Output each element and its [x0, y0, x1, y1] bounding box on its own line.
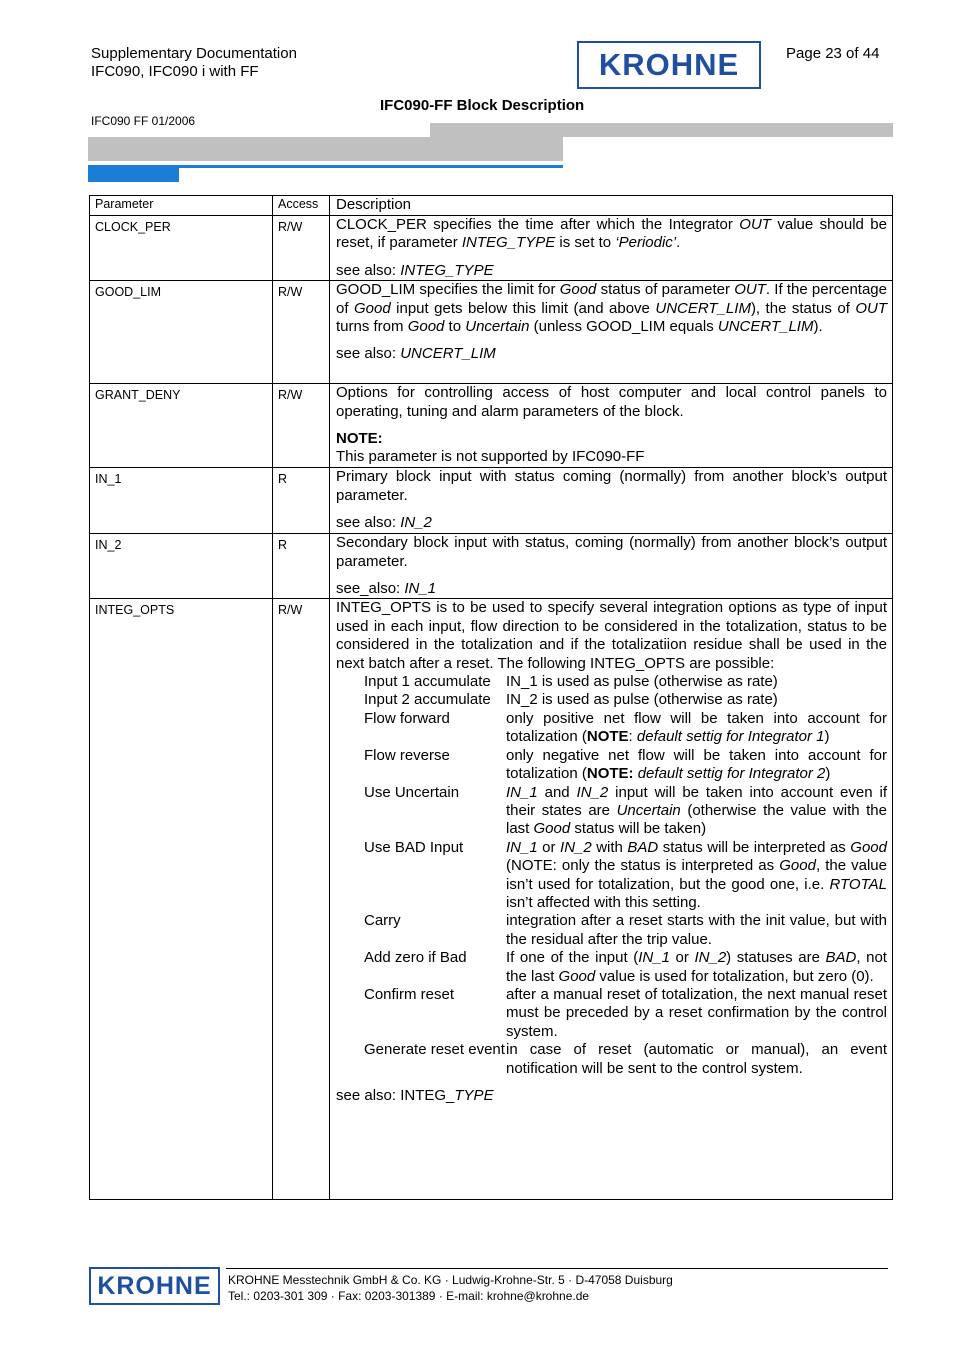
table-header-row	[90, 196, 893, 216]
param-name: INTEG_OPTS	[90, 599, 273, 1200]
param-access: R	[273, 468, 330, 534]
doc-reference: IFC090 FF 01/2006	[91, 114, 196, 128]
param-access: R/W	[273, 384, 330, 468]
table-row	[90, 468, 893, 534]
header-description: Description	[330, 196, 893, 216]
header-access: Access	[273, 196, 330, 216]
param-description: CLOCK_PER specifies the time after which the Integrator OUT value should be reset, if parameter INTEG_TYPE is set to ‘Periodic’. see also: INTEG_TYPE	[330, 216, 893, 281]
footer-divider	[226, 1268, 888, 1269]
header-bar-gray-left	[88, 137, 563, 161]
param-access: R/W	[273, 281, 330, 384]
header-bar-blue-block	[88, 168, 179, 182]
param-access: R/W	[273, 216, 330, 281]
option-item: Input 2 accumulate IN_2 is used as pulse (otherwise as rate)	[364, 691, 778, 709]
table-row	[90, 534, 893, 599]
see-also-link: IN_1	[404, 580, 437, 598]
option-item: Use BAD Input IN_1 or IN_2 with BAD status will be interpreted as Good (NOTE: only the status is interpreted as Good, the value isn’t used for totalization, but the good one, i.e. RTOTAL isn’t affected with this setting.	[364, 838, 887, 911]
param-access: R/W	[273, 599, 330, 1200]
footer-line-2: Tel.: 0203-301 309 · Fax: 0203-301389 · E-mail: krohne@krohne.de	[228, 1289, 590, 1303]
param-name: CLOCK_PER	[90, 216, 273, 281]
option-item: Confirm reset after a manual reset of totalization, the next manual reset must be preceded by a reset confirmation by the control system.	[364, 985, 887, 1040]
krohne-logo: KROHNE	[577, 41, 761, 89]
param-name: IN_2	[90, 534, 273, 599]
table-row	[90, 599, 893, 1200]
option-item: Add zero if Bad If one of the input (IN_1 or IN_2) statuses are BAD, not the last Good value is used for totalization, but zero (0).	[364, 949, 887, 985]
see-also-link: UNCERT_LIM	[400, 345, 496, 363]
param-name: IN_1	[90, 468, 273, 534]
table-row	[90, 384, 893, 468]
table-row	[90, 216, 893, 281]
page-number: Page 23 of 44	[786, 45, 880, 62]
see-also-link: TYPE	[454, 1087, 494, 1104]
option-item: Flow forward only positive net flow will be taken into account for totalization (NOTE: default settig for Integrator 1)	[364, 709, 887, 746]
param-name: GRANT_DENY	[90, 384, 273, 468]
document-title-block	[91, 45, 297, 81]
see-also-link: IN_2	[400, 514, 432, 532]
param-description: Primary block input with status coming (normally) from another block’s output parameter. see also: IN_2	[330, 468, 893, 534]
header-parameter: Parameter	[90, 196, 273, 216]
param-description: Secondary block input with status, coming (normally) from another block’s output parameter. see_also: IN_1	[330, 534, 893, 599]
see-also-link: INTEG_TYPE	[400, 261, 494, 279]
param-access: R	[273, 534, 330, 599]
page-title: IFC090-FF Block Description	[380, 97, 585, 114]
table-row	[90, 281, 893, 384]
param-name: GOOD_LIM	[90, 281, 273, 384]
option-item: Generate reset event in case of reset (automatic or manual), an event notification will be sent to the control system.	[364, 1041, 887, 1077]
option-item: Carry integration after a reset starts with the init value, but with the residual after the trip value.	[364, 912, 887, 948]
option-item: Use Uncertain IN_1 and IN_2 input will be taken into account even if their states are Uncertain (otherwise the value with the last Good status will be taken)	[364, 783, 887, 838]
option-item: Input 1 accumulate IN_1 is used as pulse (otherwise as rate)	[364, 673, 778, 691]
doc-line-2: IFC090, IFC090 i with FF	[91, 63, 259, 80]
option-item: Flow reverse only negative net flow will be taken into account for totalization (NOTE: default settig for Integrator 2)	[364, 746, 887, 783]
param-description: GOOD_LIM specifies the limit for Good status of parameter OUT. If the percentage of Good input gets below this limit (and above UNCERT_LIM), the status of OUT turns from Good to Uncertain (unless GOOD_LIM equals UNCERT_LIM). see also: UNCERT_LIM	[330, 281, 893, 384]
doc-line-1: Supplementary Documentation	[91, 45, 297, 62]
parameter-table	[89, 195, 893, 1200]
footer-address	[228, 1272, 673, 1304]
footer-line-1: KROHNE Messtechnik GmbH & Co. KG · Ludwig-Krohne-Str. 5 · D-47058 Duisburg	[228, 1273, 673, 1287]
param-description: Options for controlling access of host computer and local control panels to operating, tuning and alarm parameters of the block. NOTE: This parameter is not supported by IFC090-FF	[330, 384, 893, 468]
param-description: INTEG_OPTS is to be used to specify several integration options as type of input used in each input, flow direction to be considered in the totalization, status to be considered in the totalization and if the totalizatiion residue shall be used in the next batch after a reset. The following INTEG_OPTS are possible: Input 1 accumulate IN_1 is used as pulse (otherwise as rate) Input 2 accumulate IN_2 is used as pulse (otherwise as rate) Flow forward only positive net flow will be taken into account for totalization (NOTE: default settig for Integrator 1) Flow reverse only negative net flow will be taken into account for totalization (NOTE: default settig for Integrator 2) Use Uncertain IN_1 and IN_2 input will be taken into account even if their states are Uncertain (otherwise the value with the last Good status will be taken) Use BAD Input IN_1 or IN_2 with BAD status will be interpreted as Good (NOTE: only the status is interpreted as Good, the value isn’t used for totalization, but the good one, i.e. RTOTAL isn’t affected with this setting. Carry integration after a reset starts with the init value, but with the residual after the trip value. Add zero if Bad If one of the input (IN_1 or IN_2) statuses are BAD, not the last Good value is used for totalization, but zero (0). Confirm reset after a manual reset of totalization, the next manual reset must be preceded by a reset confirmation by the control system. Generate reset event in case of reset (automatic or manual), an event notification will be sent to the control system. see also: INTEG_TYPE	[330, 599, 893, 1200]
note-label: NOTE:	[336, 430, 383, 448]
header-bar-gray-right	[430, 123, 893, 137]
krohne-footer-logo: KROHNE	[89, 1267, 220, 1305]
